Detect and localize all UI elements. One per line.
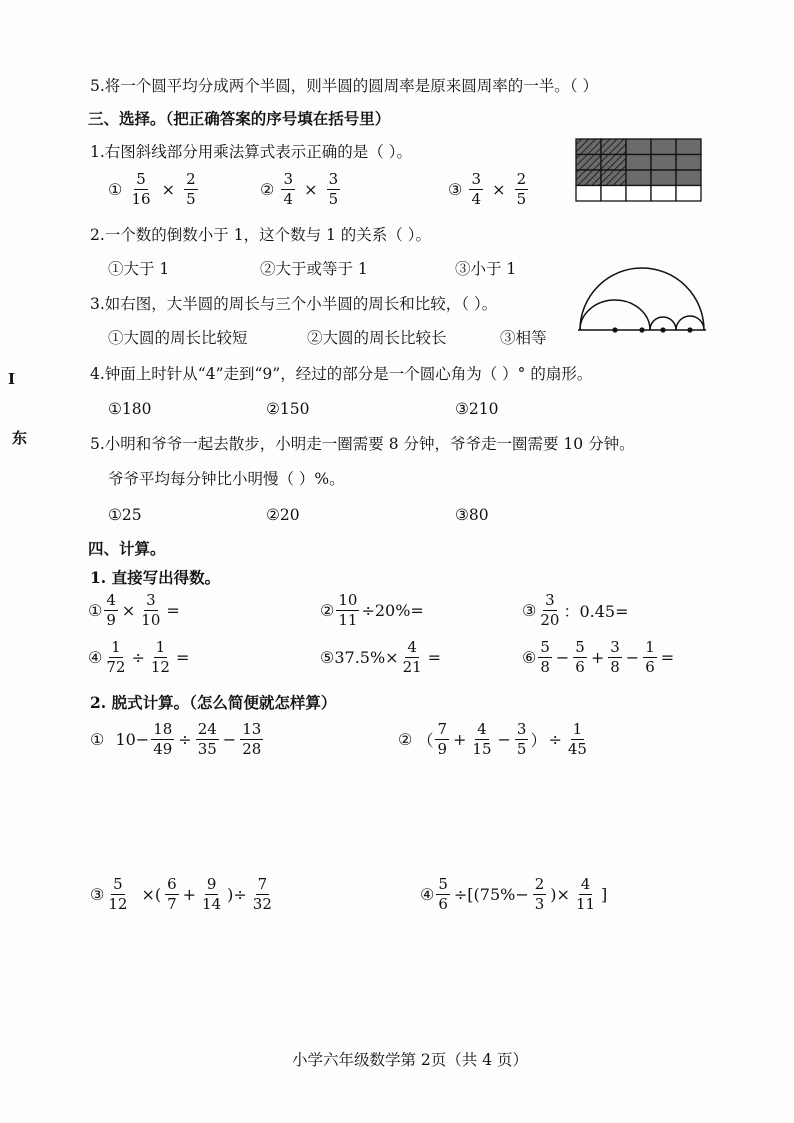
question-5-stem: 5.小明和爷爷一起去散步，小明走一圈需要 8 分钟，爷爷走一圈需要 10 分钟。 [90,435,635,453]
item-mark: ② [398,730,413,749]
option-mark: ② [260,180,275,199]
expression-lead: 10− [115,730,150,749]
long-calc-2 [398,722,591,757]
operator: + [182,885,197,904]
q5-option-3: ③80 [455,506,489,524]
grid-cell [601,170,626,186]
calc-6 [522,640,676,675]
question-4-stem: 4.钟面上时针从“4”走到“9”，经过的部分是一个圆心角为（ ）° 的扇形。 [90,365,593,383]
operator: × [121,601,136,620]
q3-option-1: ①大圆的周长比较短 [108,329,248,347]
expression-rest: ÷20%= [361,601,424,620]
equals: = [175,648,190,667]
option-mark: ③ [448,180,463,199]
question-1-stem: 1.右图斜线部分用乘法算式表示正确的是（ ）。 [90,143,412,161]
operator: ÷[(75%− [453,885,529,904]
operator: ÷ [548,730,562,749]
margin-mark: 东 [12,429,28,447]
fraction: $\frac{5}{6}$ [438,875,448,913]
operator: ÷ [178,730,192,749]
fraction: $\frac{4}{15}$ [472,720,492,758]
fraction: $\frac{5}{12}$ [108,875,128,913]
q1-option-3 [448,172,530,207]
grid-cell [626,155,651,171]
fraction: $\frac{4}{21}$ [402,638,422,676]
page-footer: 小学六年级数学第 2页（共 4 页） [292,1051,529,1069]
fraction: $\frac{1}{72}$ [106,638,126,676]
operator: + [590,648,605,667]
fraction: $\frac{3}{4}$ [283,170,293,208]
grid-cell [676,139,701,155]
grid-cell [576,139,601,155]
expression-lead: 37.5%× [334,648,399,667]
operator: ÷ [131,648,145,667]
fraction: $\frac{2}{3}$ [534,875,545,913]
grid-cell [651,155,676,171]
operator: − [497,730,511,749]
grid-figure [575,138,705,204]
q4-option-3: ③210 [455,400,499,418]
calc-3 [522,593,628,628]
fraction: $\frac{7}{32}$ [252,875,272,913]
paren-close: ） [530,731,547,750]
section-4-heading: 四、计算。 [88,539,166,558]
calc-1 [88,593,182,628]
grid-cell [626,186,651,202]
q5-option-1: ①25 [108,506,142,524]
grid-cell [626,170,651,186]
q4-option-2: ②150 [266,400,310,418]
fraction: $\frac{1}{45}$ [567,720,587,758]
fraction: $\frac{18}{49}$ [153,720,173,758]
long-calc-4 [420,877,609,912]
operator: )÷ [227,885,247,904]
equals: = [166,601,180,620]
fraction: $\frac{3}{5}$ [516,720,527,758]
fraction: $\frac{3}{4}$ [471,170,481,208]
item-mark: ② [320,601,335,620]
operator: + [453,730,467,749]
operator: )× [550,885,570,904]
calc-4 [88,640,191,675]
q2-option-1: ①大于 1 [108,260,170,278]
semicircle-figure [576,262,708,334]
center-dot [612,327,617,332]
expression-rest: ：0.45= [563,602,629,621]
grid-cell [651,139,676,155]
item-mark: ④ [88,648,103,667]
item-mark: ⑥ [522,648,537,667]
fraction: $\frac{10}{11}$ [338,591,358,629]
grid-cell [576,170,601,186]
center-dot [687,327,692,332]
times-sign: × [492,180,506,199]
times-sign: × [304,180,318,199]
fraction: $\frac{4}{9}$ [106,591,116,629]
fraction: $\frac{5}{8}$ [540,638,550,676]
sub-heading-2: 2. 脱式计算。（怎么简便就怎样算） [90,693,337,712]
item-mark: ① [90,730,105,749]
times-sign: × [161,180,176,199]
bracket-close: ] [601,885,608,904]
calc-5 [320,640,443,675]
fraction: $\frac{3}{10}$ [141,591,161,629]
grid-cell [601,186,626,202]
fraction: $\frac{4}{11}$ [575,875,596,913]
fraction: $\frac{24}{35}$ [197,720,217,758]
center-dot [639,327,644,332]
fraction: $\frac{6}{7}$ [167,875,177,913]
item-mark: ④ [420,885,435,904]
fraction: $\frac{3}{20}$ [540,591,560,629]
grid-cell [601,139,626,155]
question-3-stem: 3.如右图，大半圆的周长与三个小半圆的周长和比较，（ ）。 [90,295,498,313]
true-false-item-5: 5.将一个圆平均分成两个半圆，则半圆的圆周率是原来圆周率的一半。（ ） [90,77,598,95]
small-semicircle-1 [580,300,650,330]
q2-option-2: ②大于或等于 1 [260,260,368,278]
fraction: $\frac{7}{9}$ [437,720,447,758]
operator: − [555,648,570,667]
fraction: $\frac{9}{14}$ [202,875,222,913]
q2-option-3: ③小于 1 [455,260,517,278]
large-semicircle [580,268,704,330]
fraction: $\frac{5}{16}$ [131,170,151,208]
item-mark: ③ [90,885,105,904]
sub-heading-1: 1. 直接写出得数。 [90,568,221,587]
grid-cell [626,139,651,155]
q5-option-2: ②20 [266,506,300,524]
item-mark: ① [88,601,103,620]
fraction: $\frac{13}{28}$ [242,720,262,758]
q1-option-2 [260,172,342,207]
grid-cell [601,155,626,171]
grid-cell [651,170,676,186]
item-mark: ③ [522,601,537,620]
item-mark: ⑤ [320,648,335,667]
grid-cell [676,170,701,186]
long-calc-3 [90,877,276,912]
grid-cell [676,155,701,171]
fraction: $\frac{1}{12}$ [150,638,170,676]
grid-cell [576,155,601,171]
section-3-heading: 三、选择。（把正确答案的序号填在括号里） [88,109,391,128]
q4-option-1: ①180 [108,400,152,418]
fraction: $\frac{2}{5}$ [186,170,196,208]
margin-mark: I [8,370,16,388]
fraction: $\frac{5}{6}$ [575,638,585,676]
operator: − [222,730,237,749]
q3-option-3: ③相等 [500,329,547,347]
grid-cell [676,186,701,202]
long-calc-1 [90,722,265,757]
question-5-stem-2: 爷爷平均每分钟比小明慢（ ）%。 [108,470,345,488]
option-mark: ① [108,180,123,199]
equals: = [660,648,675,667]
q3-option-2: ②大圆的周长比较长 [307,329,447,347]
paren-open: （ [417,731,434,750]
question-2-stem: 2.一个数的倒数小于 1，这个数与 1 的关系（ ）。 [90,226,431,244]
q1-option-1 [108,172,200,207]
fraction: $\frac{3}{8}$ [610,638,620,676]
center-dot [660,327,665,332]
fraction: $\frac{1}{6}$ [645,638,655,676]
operator: − [625,648,640,667]
fraction: $\frac{2}{5}$ [516,170,527,208]
equals: = [427,648,442,667]
operator: ×( [141,885,162,904]
grid-cell [576,186,601,202]
calc-2 [320,593,424,628]
grid-cell [651,186,676,202]
fraction: $\frac{3}{5}$ [328,170,339,208]
